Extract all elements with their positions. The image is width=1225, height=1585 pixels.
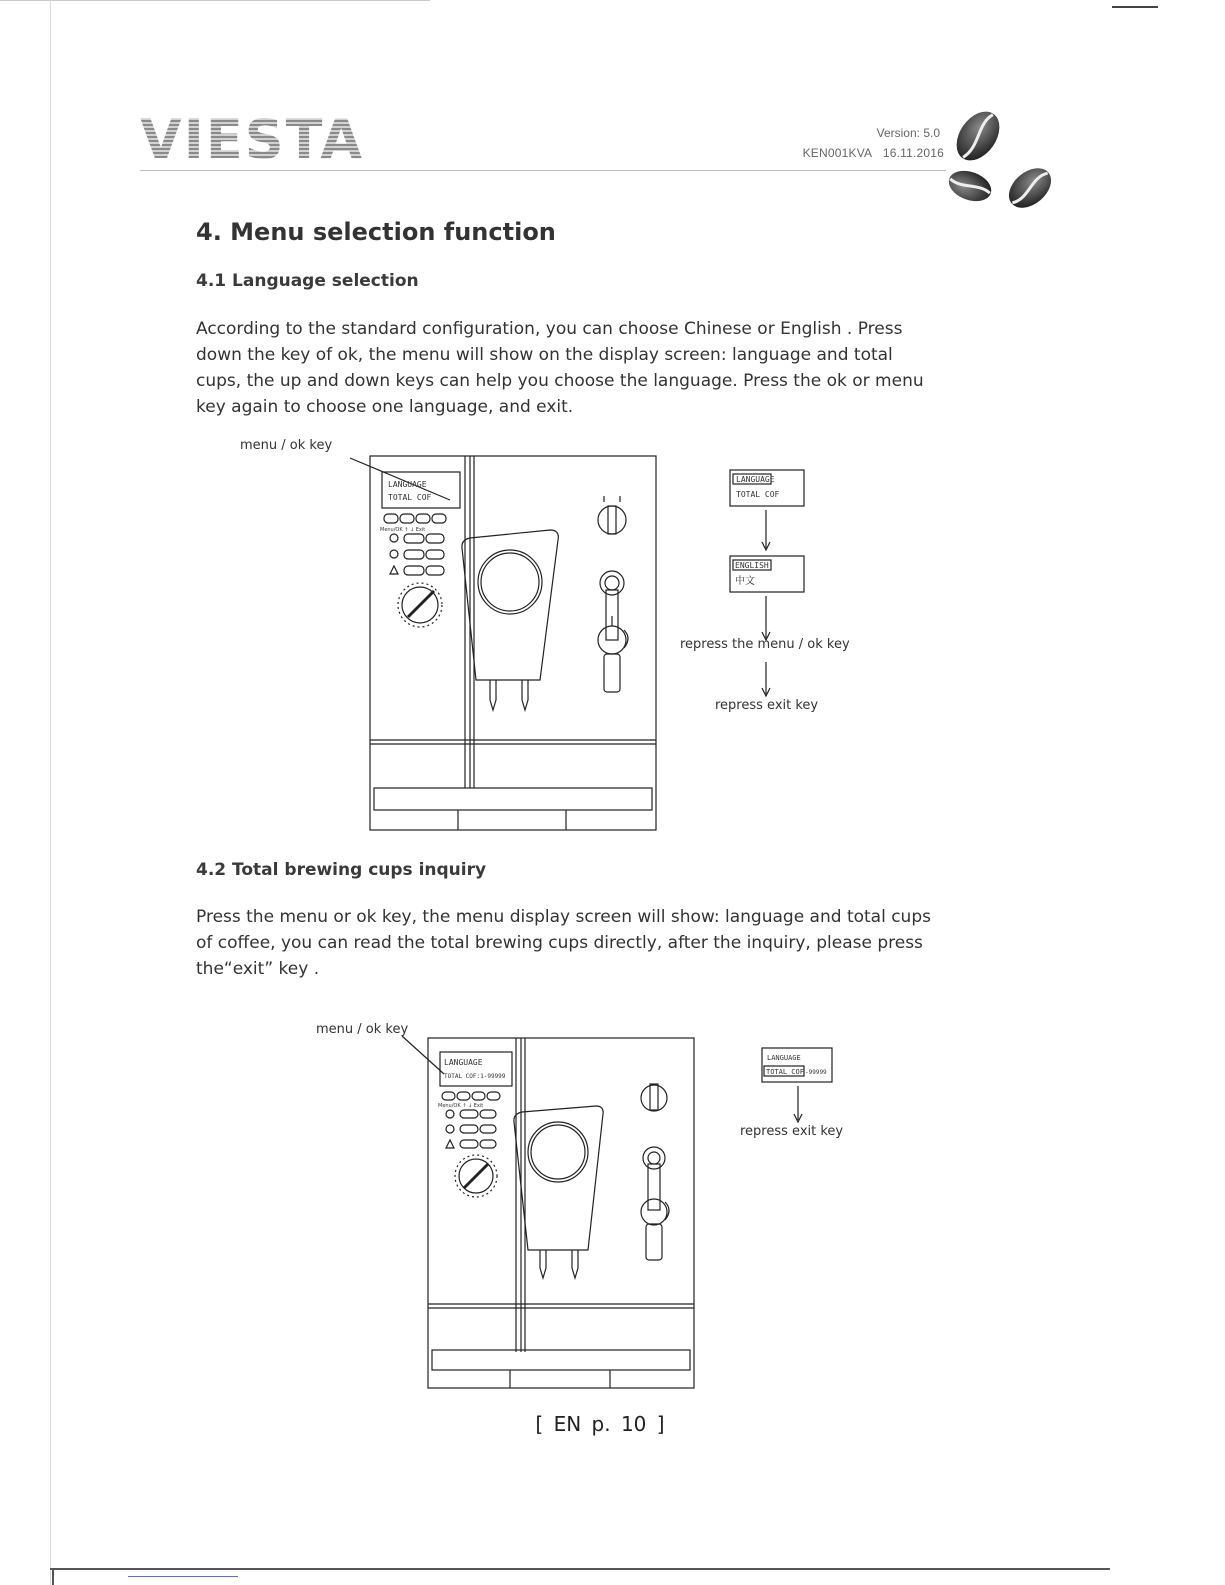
paragraph-line: the“exit” key . — [196, 959, 320, 979]
doc-code: KEN001KVA — [802, 146, 873, 160]
doc-version: Version: 5.0 — [876, 126, 940, 140]
paragraph-total-cups — [196, 904, 986, 982]
paragraph-line: key again to choose one language, and exit. — [196, 397, 574, 417]
total-cups-flow-diagram — [760, 1046, 836, 1128]
viesta-logo-text: VIESTA — [140, 112, 365, 164]
paragraph-line: down the key of ok, the menu will show on the display screen: language and total — [196, 345, 893, 365]
flow-screen-line2b: -99999 — [805, 1069, 827, 1076]
doc-date: 16.11.2016 — [882, 146, 944, 160]
subsection-title-total-cups: 4.2 Total brewing cups inquiry — [196, 860, 487, 880]
flow-step-repress-exit: repress exit key — [715, 698, 819, 713]
flow-step-repress-menu-ok: repress the menu / ok key — [680, 637, 850, 652]
paragraph-line: According to the standard configuration, you can choose Chinese or English . Press — [196, 319, 903, 339]
coffee-machine-illustration — [398, 1032, 698, 1394]
subsection-title-language: 4.1 Language selection — [196, 271, 419, 291]
paragraph-line: Press the menu or ok key, the menu display screen will show: language and total cups — [196, 907, 931, 927]
machine-keys-label: Menu/OK ↑ ↓ Exit — [438, 1103, 484, 1109]
flow-screen-line1: LANGUAGE — [767, 1054, 801, 1062]
header-rule — [140, 170, 946, 171]
machine-lcd-line1: LANGUAGE — [444, 1058, 483, 1067]
paragraph-line: cups, the up and down keys can help you choose the language. Press the ok or menu — [196, 371, 924, 391]
coffee-machine-illustration — [340, 448, 670, 840]
flow-screen-line2a: TOTAL COF — [766, 1068, 804, 1076]
machine-keys-label: Menu/OK ↑ ↓ Exit — [380, 527, 426, 533]
page-number: [ EN p. 10 ] — [535, 1412, 665, 1436]
scan-edge-top — [0, 0, 430, 1]
paragraph-language — [196, 316, 986, 420]
flow-screen1-line2: TOTAL COF — [736, 490, 780, 499]
scan-edge-bottom — [50, 1568, 1110, 1570]
machine-lcd-line2: TOTAL COF — [388, 493, 432, 502]
coffee-beans-icon — [940, 104, 1060, 220]
arrow-down-icon — [760, 660, 772, 700]
paragraph-line: of coffee, you can read the total brewing cups directly, after the inquiry, please press — [196, 933, 923, 953]
viesta-logo — [140, 112, 380, 164]
scan-mark — [1112, 6, 1158, 8]
flow-screen2-line1: ENGLISH — [735, 561, 769, 570]
callout-menu-ok-key: menu / ok key — [316, 1022, 409, 1037]
flow-screen1-line1: LANGUAGE — [736, 475, 775, 484]
machine-lcd-line1: LANGUAGE — [388, 480, 427, 489]
section-title: 4. Menu selection function — [196, 218, 556, 246]
doc-reference — [740, 146, 944, 160]
flow-step-repress-exit: repress exit key — [740, 1124, 844, 1139]
scan-edge-corner — [52, 1568, 54, 1585]
scan-blue-line — [128, 1576, 238, 1577]
machine-lcd-line2: TOTAL COF:1-99999 — [444, 1073, 506, 1080]
scan-edge-left — [50, 0, 51, 1585]
flow-screen2-line2: 中文 — [735, 576, 755, 587]
callout-menu-ok-key: menu / ok key — [240, 438, 333, 453]
